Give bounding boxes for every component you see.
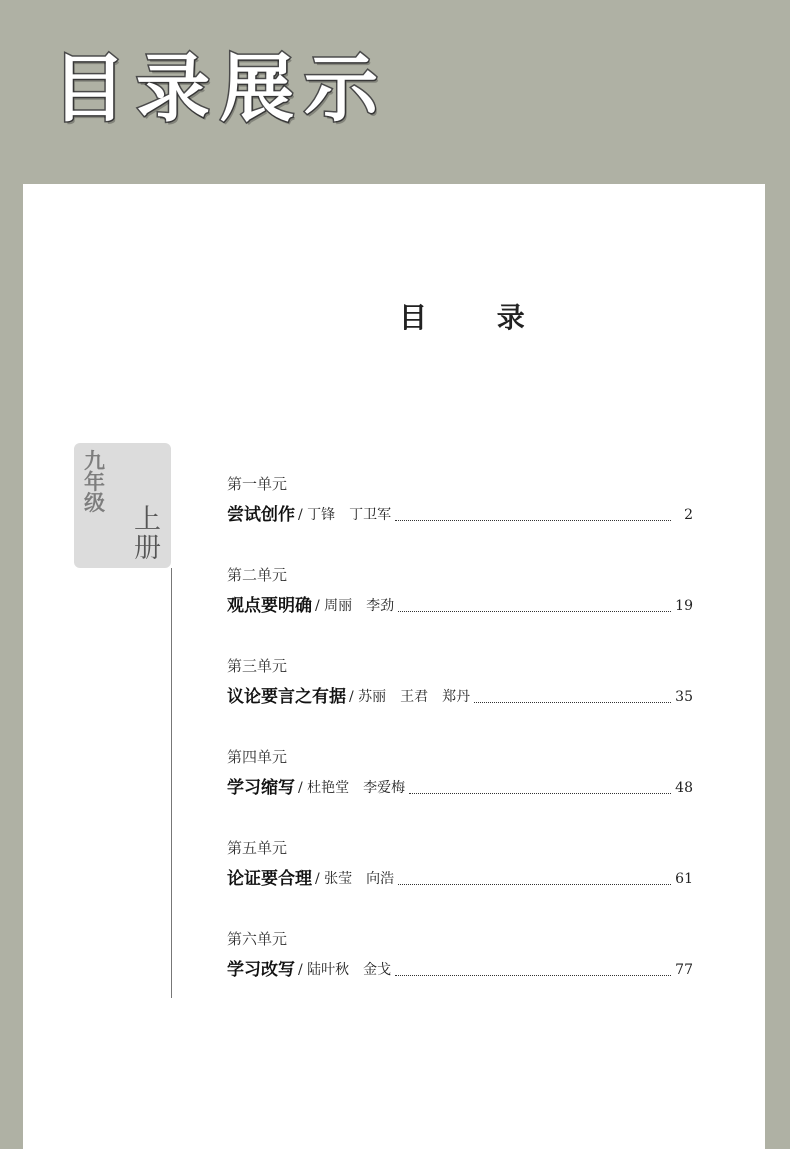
toc-unit <box>227 474 693 565</box>
toc-unit <box>227 656 693 747</box>
toc-entry[interactable] <box>227 593 693 617</box>
entry-authors: / 苏丽 王君 郑丹 <box>349 689 471 705</box>
grade-label: 九年级 <box>84 449 105 515</box>
dot-leader <box>395 519 671 521</box>
unit-label: 第一单元 <box>227 475 288 493</box>
grade-tab <box>74 443 171 568</box>
dot-leader <box>398 883 671 885</box>
entry-authors: / 陆叶秋 金戈 <box>298 962 392 978</box>
toc-entry[interactable] <box>227 684 693 708</box>
entry-page-number: 48 <box>675 780 693 796</box>
banner-title: 目录展示 <box>52 46 388 132</box>
entry-page-number: 61 <box>675 871 693 887</box>
entry-title: 论证要合理 <box>227 869 312 889</box>
dot-leader <box>398 610 671 612</box>
unit-label: 第三单元 <box>227 657 288 675</box>
entry-authors: / 丁锋 丁卫军 <box>298 507 392 523</box>
toc-entry[interactable] <box>227 775 693 799</box>
entry-authors: / 杜艳堂 李爱梅 <box>298 780 406 796</box>
toc-unit <box>227 565 693 656</box>
entry-authors: / 张莹 向浩 <box>315 871 395 887</box>
entry-title: 观点要明确 <box>227 596 312 616</box>
entry-page-number: 19 <box>675 598 693 614</box>
entry-page-number: 35 <box>675 689 693 705</box>
toc-unit <box>227 747 693 838</box>
entry-page-number: 2 <box>684 507 693 523</box>
toc-list <box>227 474 693 1020</box>
toc-entry[interactable] <box>227 502 693 526</box>
toc-unit <box>227 838 693 929</box>
entry-authors: / 周丽 李劲 <box>315 598 395 614</box>
dot-leader <box>474 701 671 703</box>
entry-title: 学习改写 <box>227 960 295 980</box>
dot-leader <box>395 974 671 976</box>
entry-title: 尝试创作 <box>227 505 295 525</box>
toc-heading: 目 录 <box>399 301 555 334</box>
volume-label: 上册 <box>134 504 161 564</box>
entry-title: 学习缩写 <box>227 778 295 798</box>
dot-leader <box>409 792 671 794</box>
unit-label: 第二单元 <box>227 566 288 584</box>
unit-label: 第四单元 <box>227 748 288 766</box>
toc-entry[interactable] <box>227 957 693 981</box>
toc-entry[interactable] <box>227 866 693 890</box>
unit-label: 第五单元 <box>227 839 288 857</box>
entry-page-number: 77 <box>675 962 693 978</box>
entry-title: 议论要言之有据 <box>227 687 346 707</box>
side-divider <box>171 568 172 998</box>
book-page <box>23 184 765 1149</box>
toc-unit <box>227 929 693 1020</box>
unit-label: 第六单元 <box>227 930 288 948</box>
